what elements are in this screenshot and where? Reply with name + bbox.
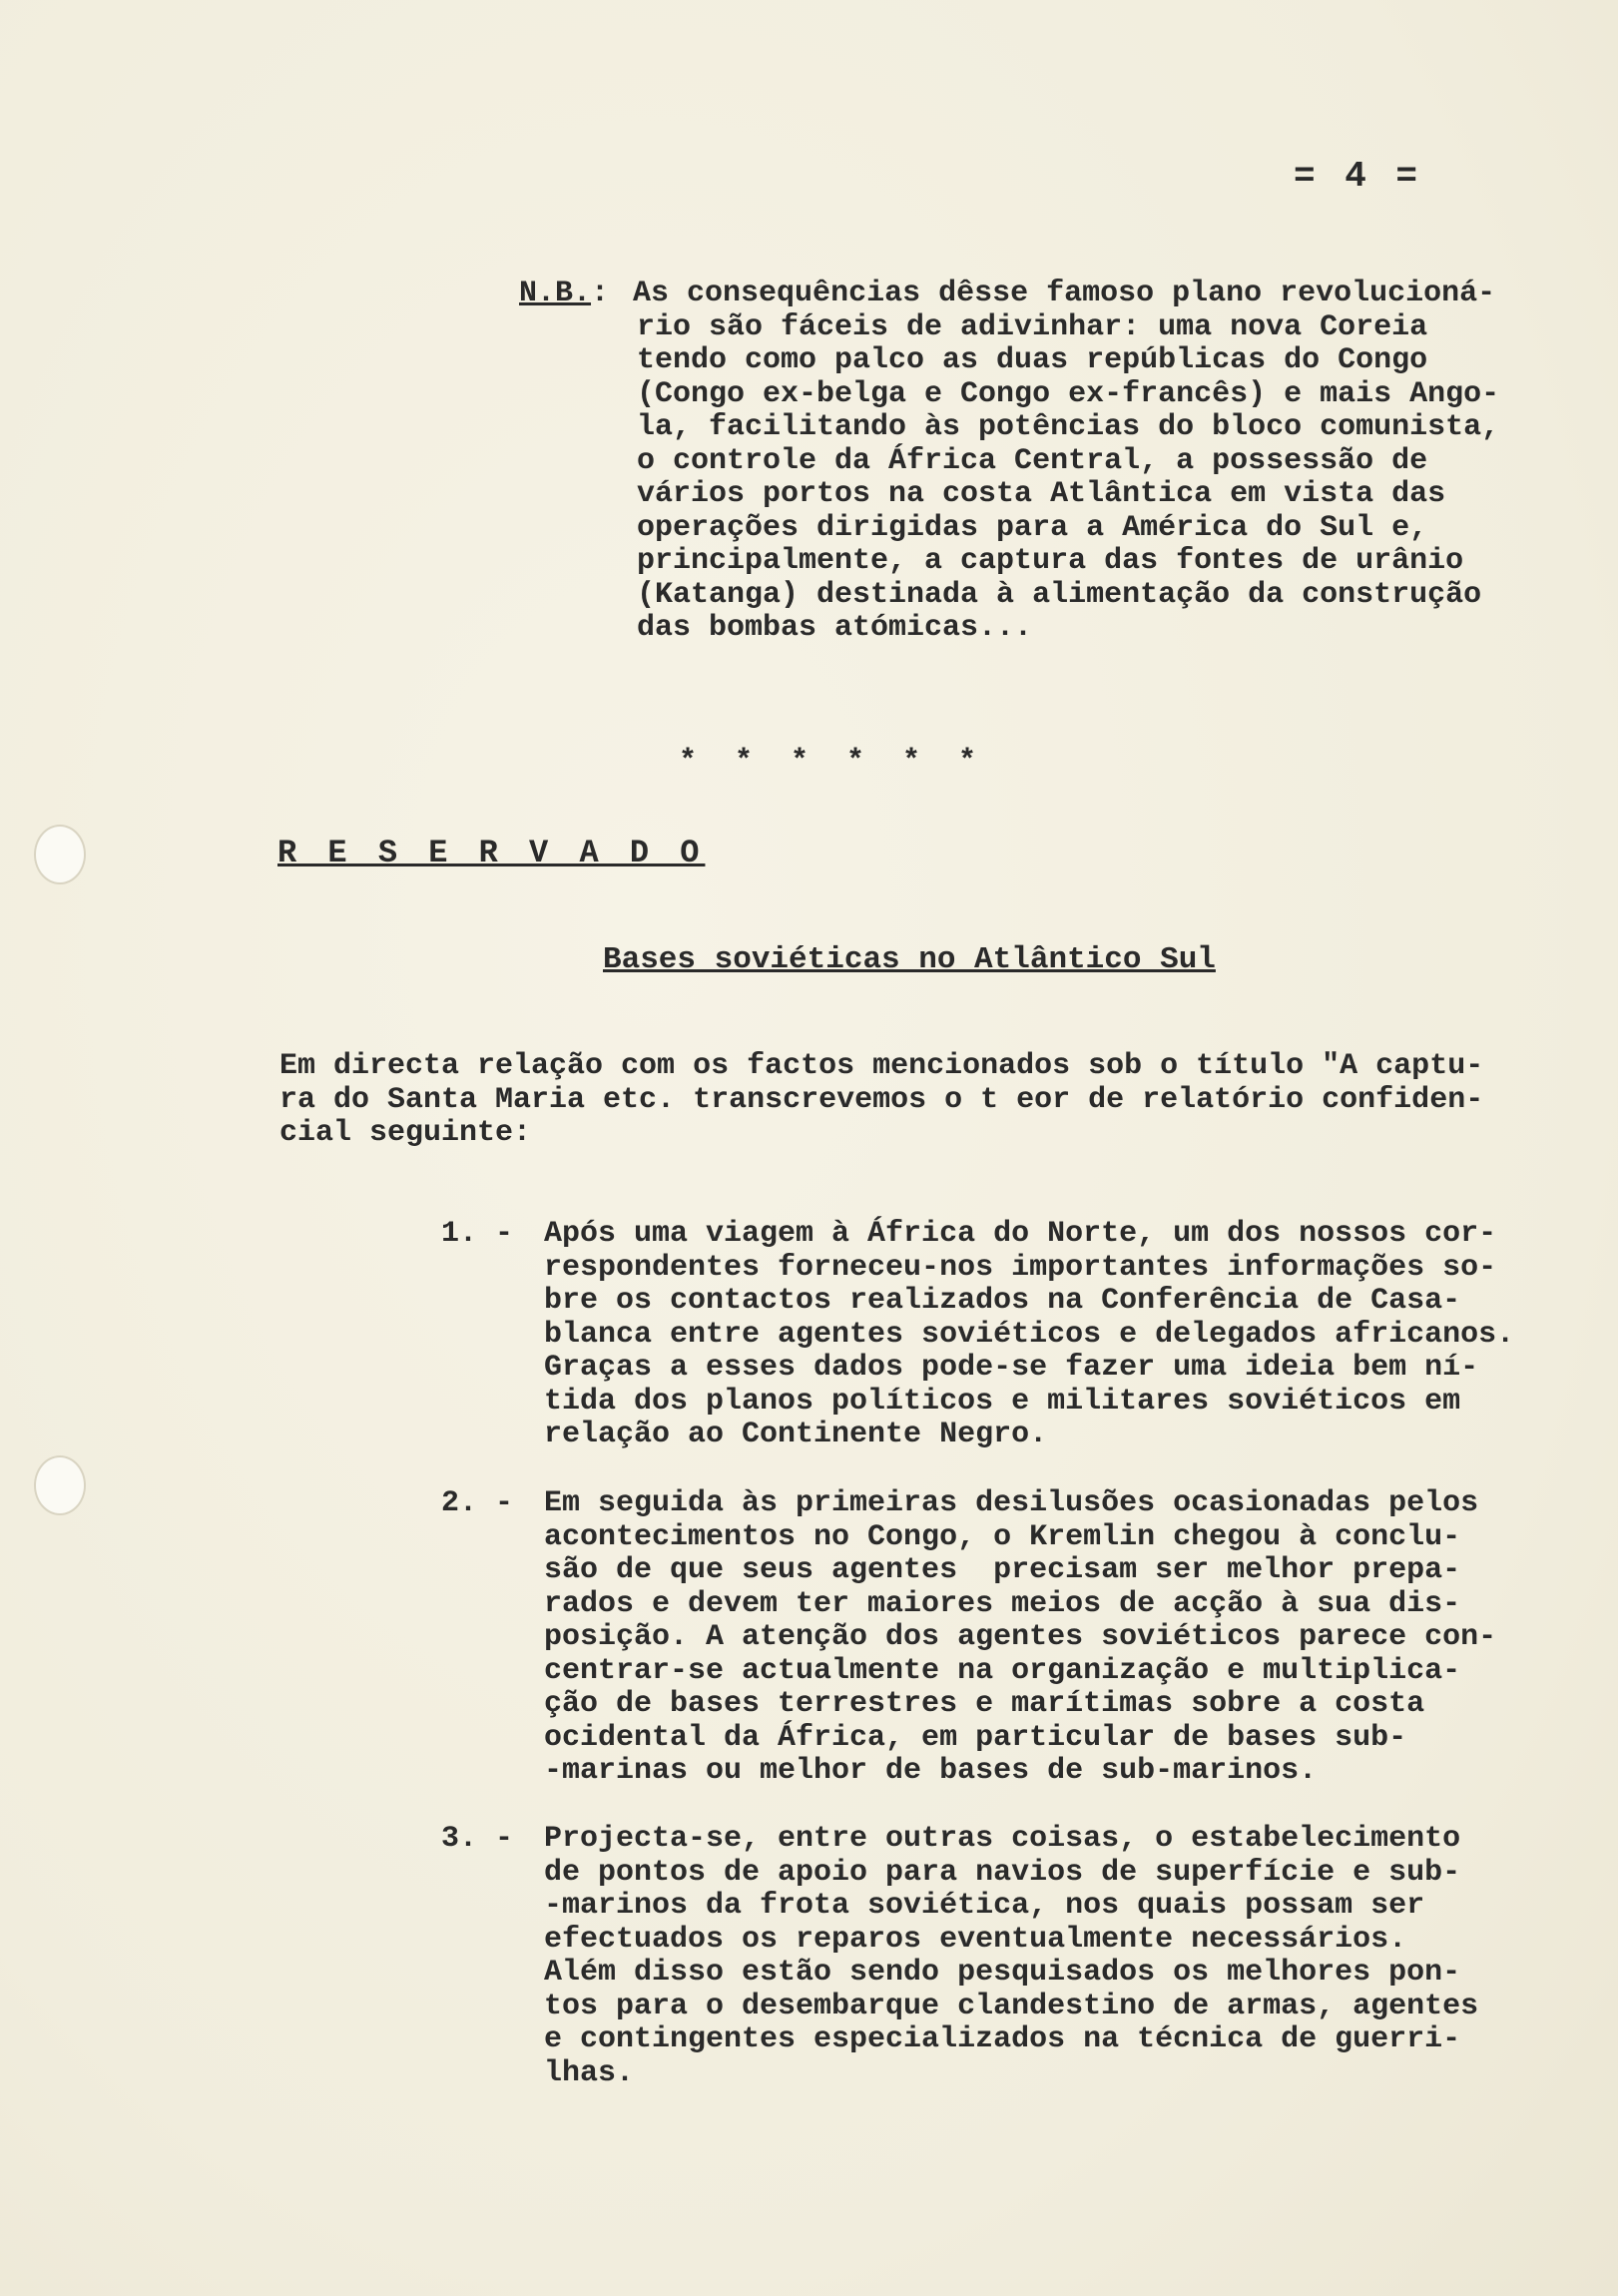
- item-line: -marinas ou melhor de bases de sub-marinos.: [544, 1754, 1318, 1788]
- item-line: efectuados os reparos eventualmente necessários.: [544, 1922, 1407, 1957]
- item-number: 2. -: [441, 1486, 514, 1520]
- item-line: posição. A atenção dos agentes soviéticos parece con-: [544, 1620, 1497, 1654]
- punch-hole: [34, 825, 86, 884]
- intro-line: cial seguinte:: [279, 1116, 532, 1150]
- item-text: [544, 1487, 1496, 1789]
- nb-line: vários portos na costa Atlântica em vista das: [637, 477, 1446, 511]
- item-line: rados e devem ter maiores meios de acção à sua dis-: [544, 1586, 1461, 1621]
- item-line: Após uma viagem à África do Norte, um dos nossos cor-: [544, 1217, 1497, 1251]
- item-line: acontecimentos no Congo, o Kremlin chegou à conclu-: [544, 1519, 1461, 1554]
- item-line: lhas.: [544, 2055, 635, 2090]
- item-line: ocidental da África, em particular de bases sub-: [544, 1720, 1407, 1755]
- page-number: = 4 =: [1294, 156, 1422, 197]
- nb-line: rio são fáceis de adivinhar: uma nova Coreia: [637, 309, 1428, 344]
- nb-line: principalmente, a captura das fontes de urânio: [637, 544, 1464, 578]
- item-line: -marinos da frota soviética, nos quais possam ser: [544, 1889, 1425, 1923]
- section-separator: * * * * * *: [679, 745, 987, 779]
- item-line: respondentes forneceu-nos importantes informações so-: [544, 1250, 1497, 1285]
- item-number: 3. -: [441, 1822, 514, 1856]
- punch-hole: [34, 1455, 86, 1515]
- item-number: 1. -: [441, 1217, 514, 1251]
- item-line: centrar-se actualmente na organização e multiplica-: [544, 1653, 1461, 1688]
- item-text: [544, 1823, 1478, 2090]
- item-line: Graças a esses dados pode-se fazer uma ideia bem ní-: [544, 1351, 1479, 1385]
- item-line: tida dos planos políticos e militares soviéticos em: [544, 1384, 1461, 1419]
- item-line: são de que seus agentes precisam ser melhor prepa-: [544, 1553, 1461, 1587]
- intro-line: ra do Santa Maria etc. transcrevemos o t eor de relatório confiden-: [279, 1082, 1484, 1117]
- item-line: blanca entre agentes soviéticos e delegados africanos.: [544, 1317, 1515, 1352]
- nb-colon: :: [591, 277, 610, 310]
- item-line: relação ao Continente Negro.: [544, 1418, 1048, 1451]
- item-line: bre os contactos realizados na Conferência de Casa-: [544, 1284, 1461, 1318]
- nb-note: [519, 278, 1499, 646]
- intro-line: Em directa relação com os factos mencionados sob o título "A captu-: [279, 1049, 1484, 1083]
- item-line: Em seguida às primeiras desilusões ocasionadas pelos: [544, 1486, 1479, 1520]
- nb-line: o controle da África Central, a possessão de: [637, 443, 1428, 478]
- intro-paragraph: [279, 1050, 1483, 1151]
- nb-line: la, facilitando às potências do bloco comunista,: [637, 410, 1500, 444]
- item-line: de pontos de apoio para navios de superfície e sub-: [544, 1855, 1461, 1890]
- section-heading: Bases soviéticas no Atlântico Sul: [603, 942, 1216, 977]
- nb-line: As consequências dêsse famoso plano revolucioná-: [633, 277, 1496, 310]
- item-line: Projecta-se, entre outras coisas, o estabelecimento: [544, 1822, 1461, 1856]
- nb-line: (Katanga) destinada à alimentação da construção: [637, 577, 1482, 612]
- item-line: Além disso estão sendo pesquisados os melhores pon-: [544, 1956, 1461, 1990]
- nb-line: das bombas atómicas...: [637, 611, 1033, 645]
- nb-line: tendo como palco as duas repúblicas do Congo: [637, 343, 1428, 377]
- item-line: tos para o desembarque clandestino de armas, agentes: [544, 1989, 1479, 2023]
- nb-label: N.B.: [519, 277, 592, 310]
- nb-line: (Congo ex-belga e Congo ex-francês) e mais Ango-: [637, 376, 1500, 411]
- item-line: e contingentes especializados na técnica de guerri-: [544, 2022, 1461, 2056]
- item-text: [544, 1218, 1514, 1452]
- nb-line: operações dirigidas para a América do Sul e,: [637, 510, 1428, 545]
- classification-heading: R E S E R V A D O: [277, 835, 706, 871]
- item-line: ção de bases terrestres e marítimas sobre a costa: [544, 1687, 1425, 1721]
